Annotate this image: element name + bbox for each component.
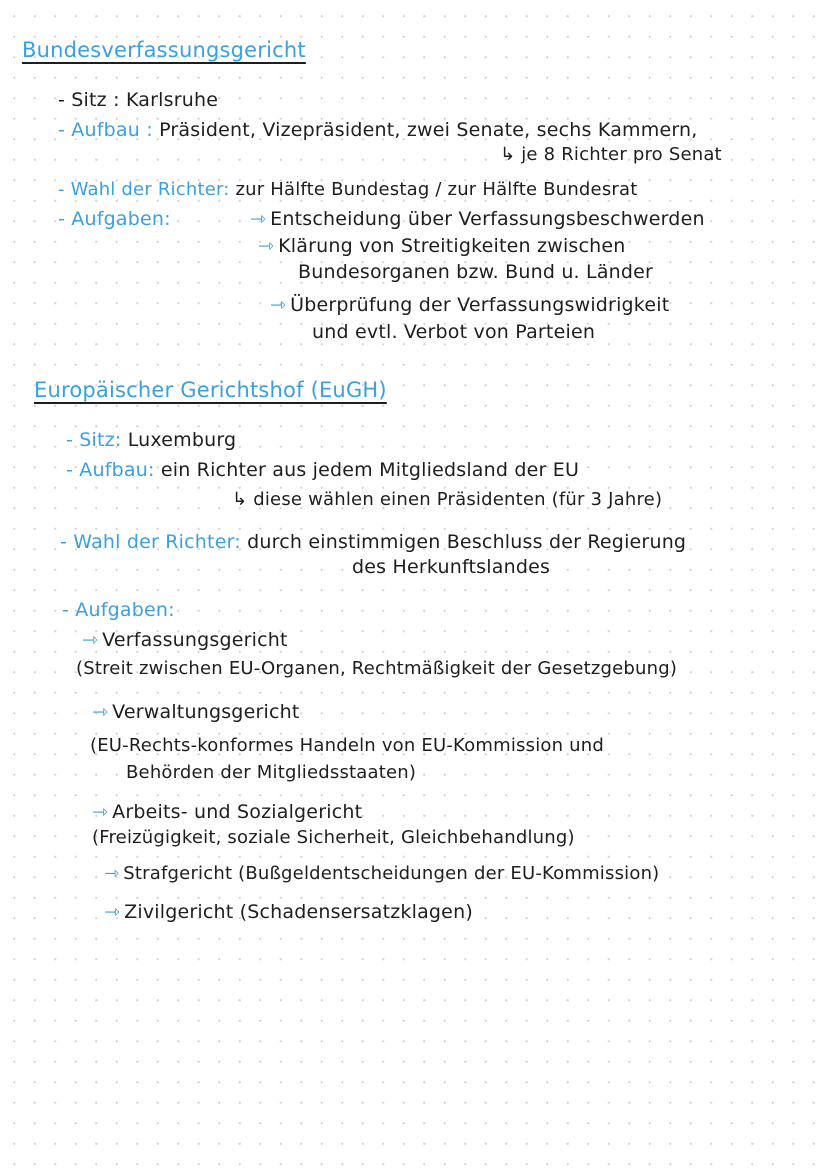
- arrow-right-icon: ⇾: [92, 801, 109, 823]
- eugh-aufgabe-2-detail-cont: Behörden der Mitgliedsstaaten): [126, 762, 417, 783]
- sub-arrow-icon: ↳: [232, 489, 248, 510]
- bverfg-aufbau-sub: je 8 Richter pro Senat: [521, 144, 722, 165]
- eugh-aufgabe-4: [104, 862, 659, 886]
- bverfg-aufgabe-3-cont: und evtl. Verbot von Parteien: [312, 321, 596, 343]
- bverfg-aufgabe-text: Entscheidung über Verfassungsbeschwerden: [270, 208, 705, 230]
- bverfg-sitz-label: - Sitz :: [58, 89, 120, 111]
- eugh-wahl-label: - Wahl der Richter:: [60, 531, 241, 553]
- eugh-aufgabe-5: [104, 900, 473, 924]
- arrow-right-icon: ⇾: [104, 901, 121, 923]
- bverfg-sitz-line: [58, 88, 218, 112]
- bverfg-aufgabe-1: [250, 207, 705, 231]
- arrow-right-icon: ⇾: [258, 235, 275, 257]
- arrow-right-icon: ⇾: [104, 863, 120, 884]
- bverfg-sitz-value: Karlsruhe: [125, 89, 219, 111]
- eugh-aufgabe-text: Arbeits- und Sozialgericht: [112, 801, 363, 823]
- bverfg-aufgabe-3: [270, 293, 669, 317]
- eugh-aufgaben-line: [62, 598, 175, 622]
- eugh-aufbau-sub: diese wählen einen Präsidenten (für 3 Jahre): [253, 489, 663, 510]
- eugh-aufgaben-label: - Aufgaben:: [62, 599, 175, 621]
- eugh-wahl-line: [60, 530, 686, 554]
- bverfg-aufbau-value: Präsident, Vizepräsident, zwei Senate, sechs Kammern,: [159, 119, 698, 141]
- eugh-aufgabe-text: Verwaltungsgericht: [112, 701, 300, 723]
- arrow-right-icon: ⇾: [82, 629, 99, 651]
- bverfg-aufgabe-text: Überprüfung der Verfassungswidrigkeit: [290, 294, 670, 316]
- bverfg-aufbau-label: - Aufbau :: [58, 119, 153, 141]
- bverfg-aufgabe-text: Klärung von Streitigkeiten zwischen: [278, 235, 626, 257]
- eugh-aufgabe-text: Verfassungsgericht: [102, 629, 288, 651]
- bverfg-aufgaben-line: [58, 207, 171, 231]
- arrow-right-icon: ⇾: [92, 701, 109, 723]
- bverfg-wahl-line: [58, 178, 638, 202]
- eugh-aufgabe-3-detail: (Freizügigkeit, soziale Sicherheit, Gleichbehandlung): [92, 827, 575, 848]
- bverfg-aufgabe-2-cont: Bundesorganen bzw. Bund u. Länder: [298, 261, 654, 283]
- bverfg-aufbau-line: [58, 118, 698, 142]
- eugh-aufbau-line: [66, 458, 579, 482]
- arrow-right-icon: ⇾: [250, 208, 267, 230]
- eugh-aufbau-value: ein Richter aus jedem Mitgliedsland der EU: [160, 459, 580, 481]
- eugh-aufgabe-text: Zivilgericht (Schadensersatzklagen): [124, 901, 473, 923]
- bverfg-wahl-label: - Wahl der Richter:: [58, 179, 230, 200]
- bverfg-wahl-value: zur Hälfte Bundestag / zur Hälfte Bundesrat: [235, 179, 638, 200]
- eugh-wahl-value-2: des Herkunftslandes: [352, 556, 551, 578]
- bverfg-aufgaben-label: - Aufgaben:: [58, 208, 171, 230]
- section-title-eugh: Europäischer Gerichtshof (EuGH): [34, 378, 387, 402]
- sub-arrow-icon: ↳: [500, 144, 516, 165]
- eugh-aufgabe-2-detail: (EU-Rechts-konformes Handeln von EU-Kommission und: [90, 735, 604, 756]
- eugh-aufgabe-1-detail: (Streit zwischen EU-Organen, Rechtmäßigkeit der Gesetzgebung): [76, 658, 678, 679]
- eugh-wahl-value: durch einstimmigen Beschluss der Regierung: [247, 531, 687, 553]
- eugh-aufbau-label: - Aufbau:: [66, 459, 155, 481]
- arrow-right-icon: ⇾: [270, 294, 287, 316]
- eugh-sitz-line: [66, 428, 236, 452]
- eugh-aufgabe-text: Strafgericht (Bußgeldentscheidungen der EU-Kommission): [123, 863, 660, 884]
- bverfg-aufgabe-2: [258, 234, 626, 258]
- eugh-sitz-label: - Sitz:: [66, 429, 122, 451]
- eugh-aufgabe-3: [92, 800, 362, 824]
- eugh-aufbau-sub-line: [232, 488, 662, 512]
- eugh-sitz-value: Luxemburg: [127, 429, 237, 451]
- bverfg-aufbau-sub-line: [500, 143, 722, 167]
- eugh-aufgabe-1: [82, 628, 288, 652]
- eugh-aufgabe-2: [92, 700, 299, 724]
- section-title-bverfg: Bundesverfassungsgericht: [22, 38, 306, 62]
